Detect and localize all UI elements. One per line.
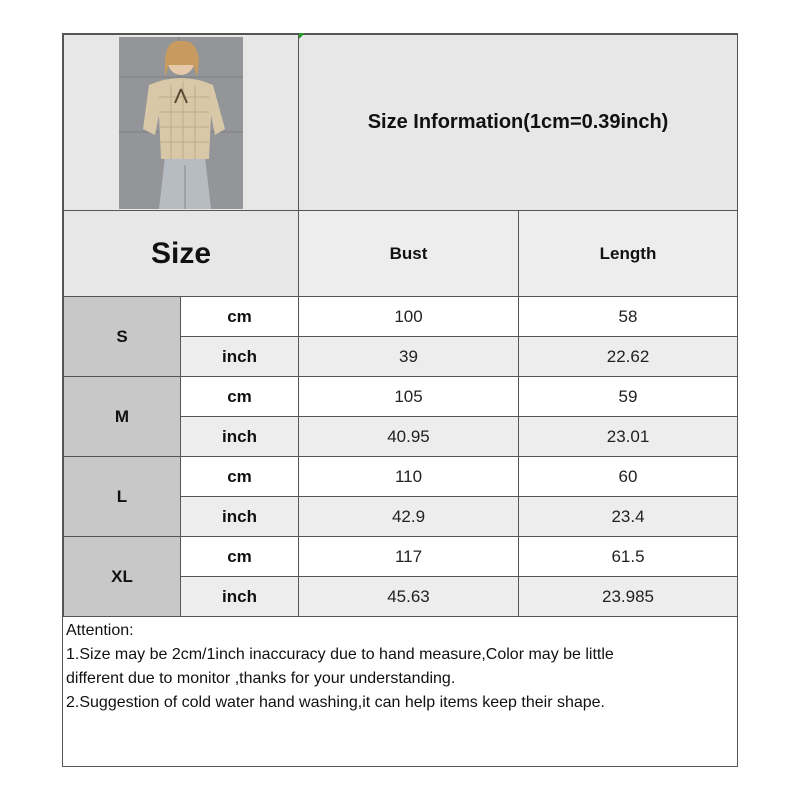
bust-value: 39 <box>299 337 519 377</box>
table-row <box>64 457 738 497</box>
bust-value: 110 <box>299 457 519 497</box>
bust-value: 117 <box>299 537 519 577</box>
length-value: 61.5 <box>519 537 738 577</box>
size-label: XL <box>64 537 181 617</box>
column-bust: Bust <box>299 211 519 297</box>
unit-label: cm <box>181 457 299 497</box>
column-length: Length <box>519 211 738 297</box>
unit-label: cm <box>181 537 299 577</box>
unit-label: inch <box>181 497 299 537</box>
length-value: 59 <box>519 377 738 417</box>
table-row <box>64 377 738 417</box>
photo-cell <box>64 35 299 211</box>
size-table <box>63 34 738 617</box>
header-row <box>64 35 738 211</box>
table-row <box>64 537 738 577</box>
bust-value: 42.9 <box>299 497 519 537</box>
size-heading: Size <box>64 211 299 297</box>
size-label: M <box>64 377 181 457</box>
bust-value: 45.63 <box>299 577 519 617</box>
length-value: 23.01 <box>519 417 738 457</box>
table-row <box>64 297 738 337</box>
column-header-row <box>64 211 738 297</box>
length-value: 58 <box>519 297 738 337</box>
length-value: 23.985 <box>519 577 738 617</box>
bust-value: 40.95 <box>299 417 519 457</box>
unit-label: inch <box>181 577 299 617</box>
unit-label: cm <box>181 377 299 417</box>
model-photo-icon <box>119 37 243 209</box>
corner-marker-icon <box>299 33 305 39</box>
bust-value: 100 <box>299 297 519 337</box>
length-value: 23.4 <box>519 497 738 537</box>
attention-notes <box>66 619 734 715</box>
size-information-title: Size Information(1cm=0.39inch) <box>299 35 738 211</box>
unit-label: cm <box>181 297 299 337</box>
note-line: different due to monitor ,thanks for your understanding. <box>66 670 456 687</box>
size-label: L <box>64 457 181 537</box>
unit-label: inch <box>181 337 299 377</box>
size-label: S <box>64 297 181 377</box>
unit-label: inch <box>181 417 299 457</box>
note-line: 2.Suggestion of cold water hand washing,it can help items keep their shape. <box>66 694 605 711</box>
length-value: 60 <box>519 457 738 497</box>
length-value: 22.62 <box>519 337 738 377</box>
size-chart <box>62 33 738 767</box>
bust-value: 105 <box>299 377 519 417</box>
attention-heading: Attention: <box>66 622 134 639</box>
note-line: 1.Size may be 2cm/1inch inaccuracy due to hand measure,Color may be little <box>66 646 614 663</box>
